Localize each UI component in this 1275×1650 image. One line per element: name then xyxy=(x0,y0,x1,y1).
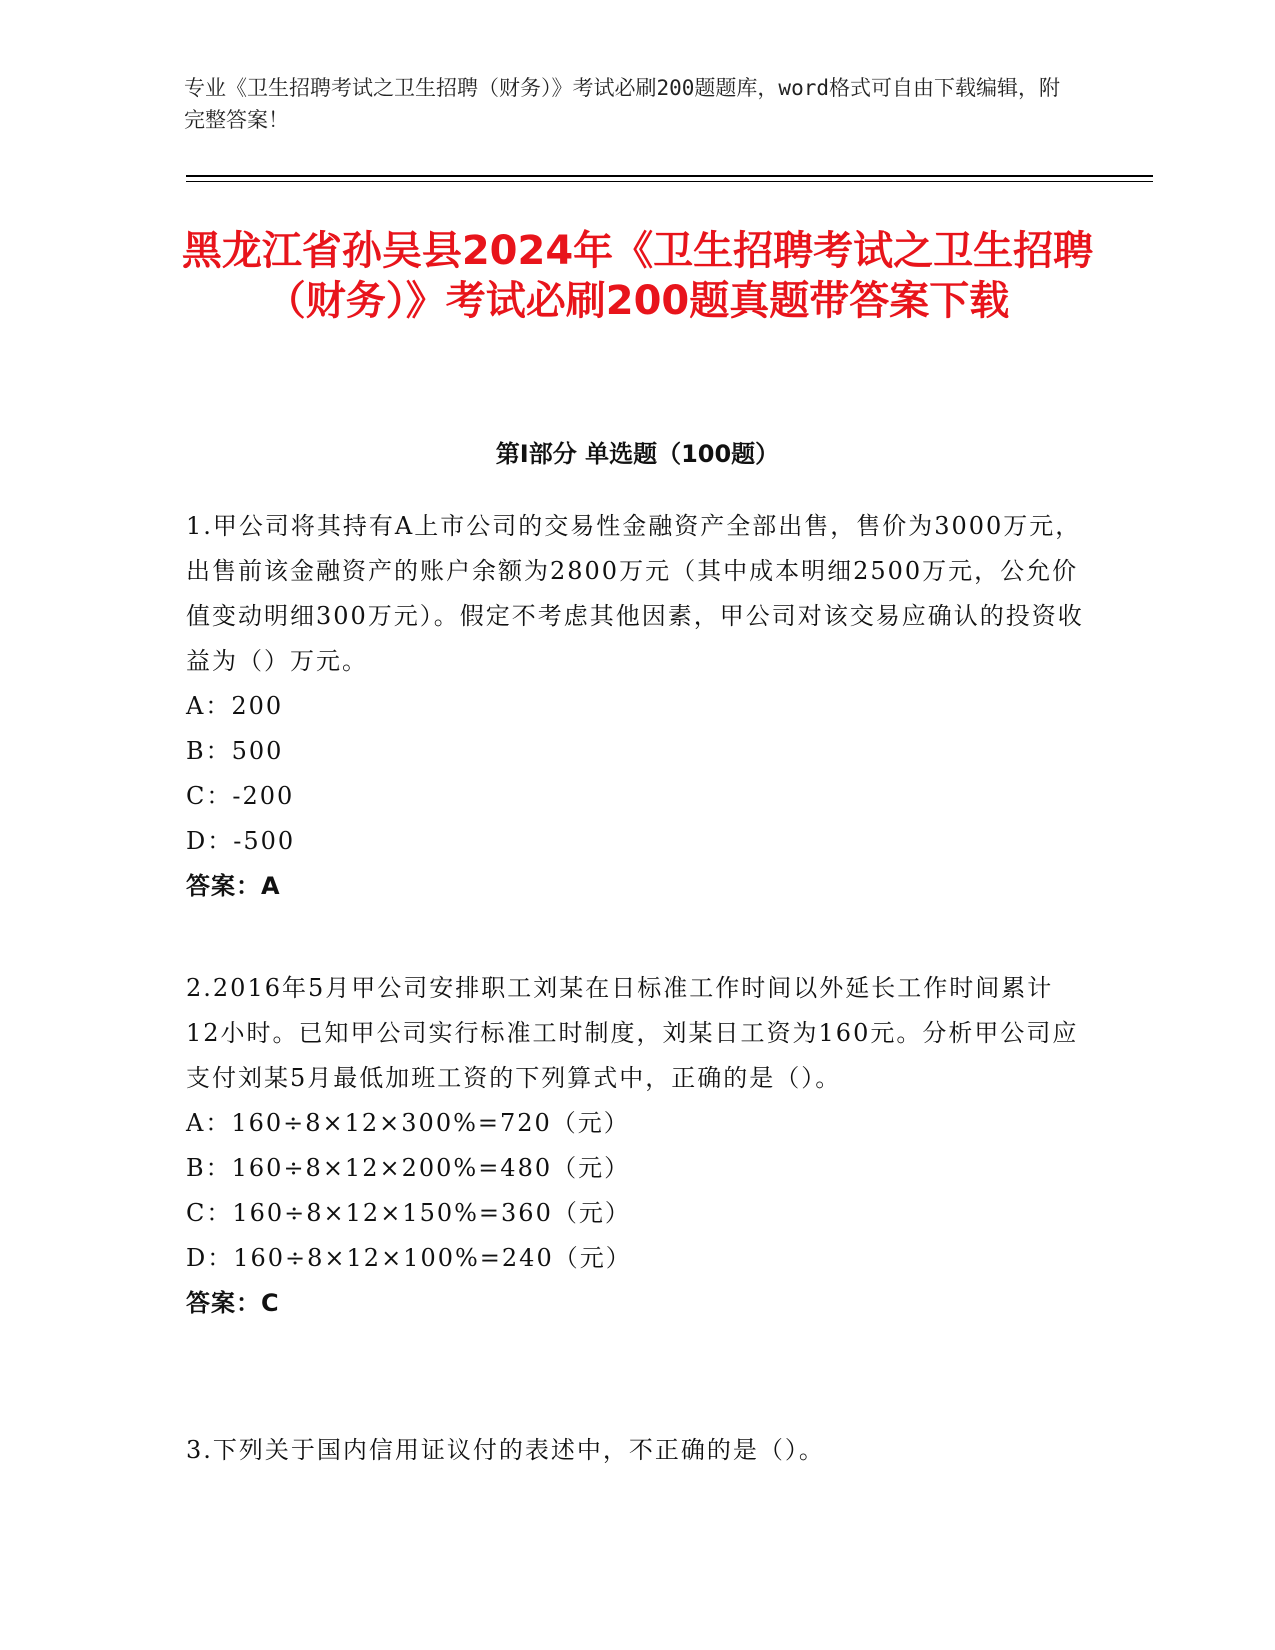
question-text: 2.2016年5月甲公司安排职工刘某在日标准工作时间以外延长工作时间累计12小时。已知甲公司实行标准工时制度，刘某日工资为160元。分析甲公司应支付刘某5月最低加班工资的下列算式中，正确的是（）。 xyxy=(186,974,1079,1092)
question-2 xyxy=(186,966,1086,1326)
document-title: 黑龙江省孙吴县2024年《卫生招聘考试之卫生招聘（财务）》考试必刷200题真题带答案下载 xyxy=(181,228,1094,324)
header-divider-thin xyxy=(186,181,1153,182)
option-c: C：-200 xyxy=(186,782,295,810)
option-d: D：-500 xyxy=(186,827,296,855)
question-text: 1.甲公司将其持有A上市公司的交易性金融资产全部出售，售价为3000万元，出售前该金融资产的账户余额为2800万元（其中成本明细2500万元，公允价值变动明细300万元）。假定不考虑其他因素，甲公司对该交易应确认的投资收益为（）万元。 xyxy=(186,512,1084,675)
option-b: B：500 xyxy=(186,737,284,765)
option-a: A：200 xyxy=(186,692,284,720)
question-3 xyxy=(186,1428,1086,1473)
answer: 答案：C xyxy=(186,1289,280,1317)
question-1 xyxy=(186,504,1086,909)
section-title: 第Ⅰ部分 单选题（100题） xyxy=(495,440,780,468)
option-b: B：160÷8×12×200%=480（元） xyxy=(186,1154,631,1182)
question-text: 3.下列关于国内信用证议付的表述中，不正确的是（）。 xyxy=(186,1436,825,1464)
option-d: D：160÷8×12×100%=240（元） xyxy=(186,1244,632,1272)
option-a: A：160÷8×12×300%=720（元） xyxy=(186,1109,630,1137)
header-divider-thick xyxy=(186,175,1153,177)
answer: 答案：A xyxy=(186,872,281,900)
header-note: 专业《卫生招聘考试之卫生招聘（财务）》考试必刷200题题库，word格式可自由下载编辑，附完整答案！ xyxy=(184,76,1060,132)
option-c: C：160÷8×12×150%=360（元） xyxy=(186,1199,631,1227)
